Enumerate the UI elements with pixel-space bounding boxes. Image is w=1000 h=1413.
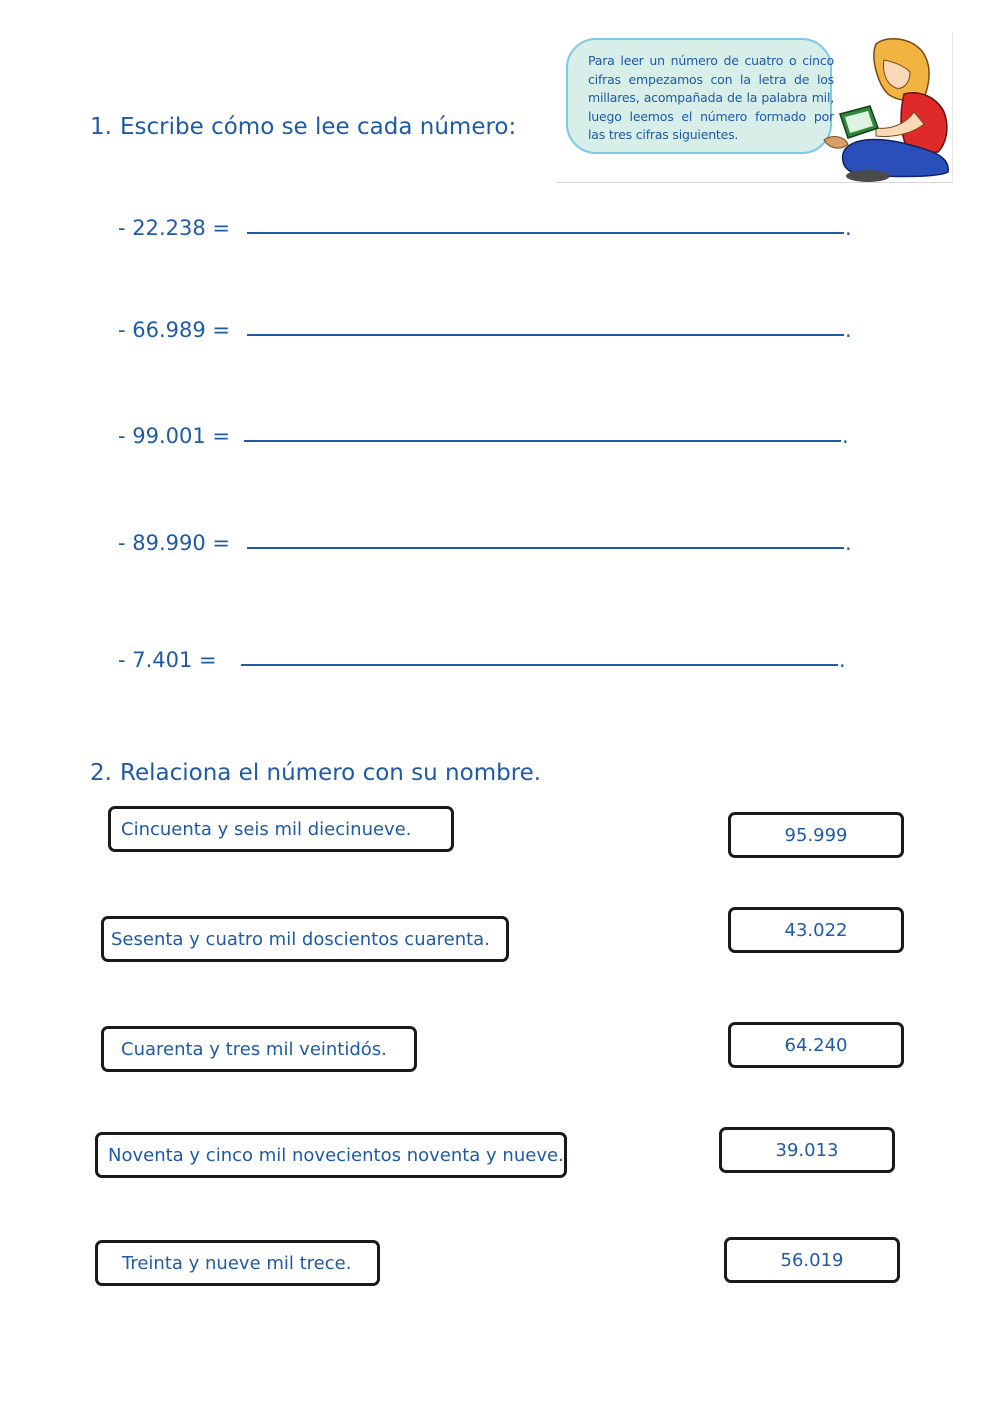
answer-line[interactable] [247, 547, 844, 549]
girl-reading-icon [818, 36, 952, 182]
exercise-2-title: Relaciona el número con su nombre. [120, 760, 542, 786]
number-label: - 99.001 = [118, 424, 231, 448]
line-end-period: . [842, 424, 849, 448]
exercise-1-title: Escribe cómo se lee cada número: [120, 114, 517, 140]
exercise-2-number: 2. [90, 760, 112, 786]
number-box[interactable]: 56.019 [724, 1237, 900, 1283]
name-box[interactable]: Noventa y cinco mil novecientos noventa y nueve. [95, 1132, 567, 1178]
name-box[interactable]: Sesenta y cuatro mil doscientos cuarenta. [101, 916, 509, 962]
number-label: - 22.238 = [118, 216, 231, 240]
answer-line[interactable] [241, 664, 838, 666]
exercise-1-number: 1. [90, 114, 112, 140]
number-label: - 7.401 = [118, 648, 217, 672]
exercise-1-item [118, 408, 858, 448]
answer-line[interactable] [247, 232, 844, 234]
name-box[interactable]: Treinta y nueve mil trece. [95, 1240, 380, 1286]
reading-tip-callout [556, 32, 953, 183]
exercise-1-item [118, 515, 858, 555]
number-box[interactable]: 95.999 [728, 812, 904, 858]
name-box[interactable]: Cuarenta y tres mil veintidós. [101, 1026, 417, 1072]
exercise-2-heading [90, 760, 541, 786]
number-label: - 89.990 = [118, 531, 231, 555]
exercise-1-item [118, 200, 858, 240]
answer-line[interactable] [244, 440, 841, 442]
number-box[interactable]: 39.013 [719, 1127, 895, 1173]
number-box[interactable]: 64.240 [728, 1022, 904, 1068]
exercise-1-item [118, 632, 858, 672]
reading-tip-text: Para leer un número de cuatro o cinco cifras empezamos con la letra de los millares, acompañada de la palabra mil, luego leemos el número formado por las tres cifras siguientes. [588, 53, 834, 142]
number-box[interactable]: 43.022 [728, 907, 904, 953]
line-end-period: . [845, 318, 852, 342]
line-end-period: . [845, 216, 852, 240]
number-label: - 66.989 = [118, 318, 231, 342]
line-end-period: . [839, 648, 846, 672]
speech-bubble [566, 38, 832, 154]
exercise-1-heading [90, 114, 516, 140]
line-end-period: . [845, 531, 852, 555]
name-box[interactable]: Cincuenta y seis mil diecinueve. [108, 806, 454, 852]
exercise-1-item [118, 302, 858, 342]
answer-line[interactable] [247, 334, 844, 336]
